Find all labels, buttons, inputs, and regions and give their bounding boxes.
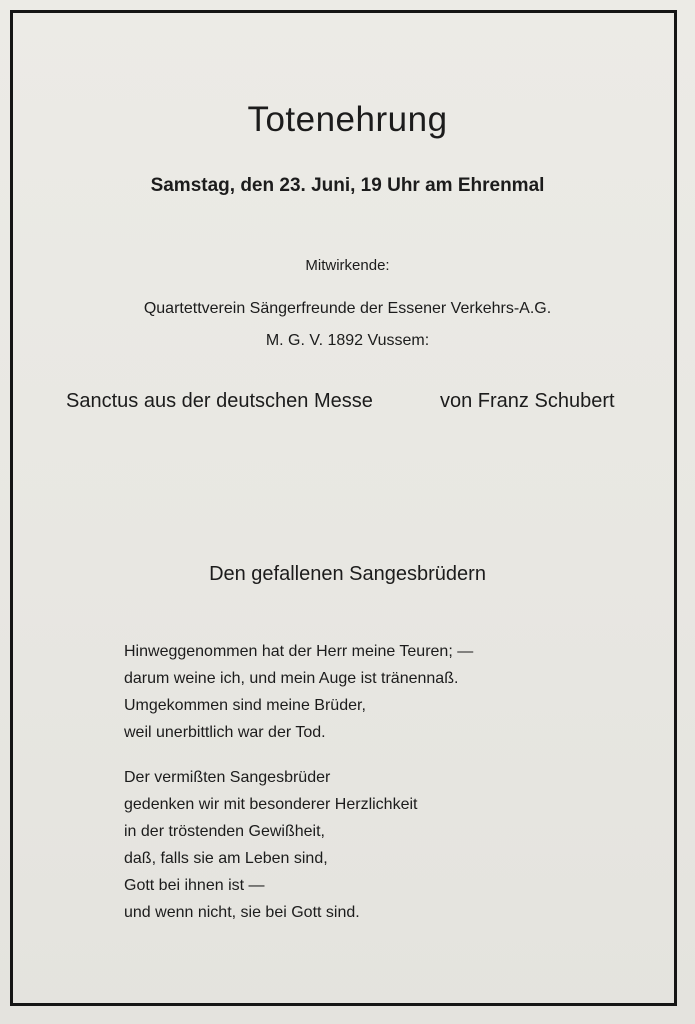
poem-line: gedenken wir mit besonderer Herzlichkeit xyxy=(124,796,418,813)
program-piece: Sanctus aus der deutschen Messe xyxy=(66,390,373,412)
poem-line: und wenn nicht, sie bei Gott sind. xyxy=(124,904,360,921)
poem xyxy=(124,638,473,926)
poem-stanza xyxy=(124,638,473,746)
poem-line: in der tröstenden Gewißheit, xyxy=(124,823,325,840)
poem-line: Hinweggenommen hat der Herr meine Teuren; — xyxy=(124,643,474,660)
participants-label: Mitwirkende: xyxy=(305,257,390,274)
event-date-line: Samstag, den 23. Juni, 19 Uhr am Ehrenmal xyxy=(150,175,545,196)
program-composer: von Franz Schubert xyxy=(440,390,615,412)
participant-line: Quartettverein Sängerfreunde der Essener Verkehrs-A.G. xyxy=(143,300,552,317)
poem-line: weil unerbittlich war der Tod. xyxy=(124,724,326,741)
poem-line: Umgekommen sind meine Brüder, xyxy=(124,697,366,714)
poem-line: Gott bei ihnen ist — xyxy=(124,877,265,894)
poem-line: Der vermißten Sangesbrüder xyxy=(124,769,331,786)
poem-stanza xyxy=(124,764,473,926)
poem-line: darum weine ich, und mein Auge ist tränennaß. xyxy=(124,670,459,687)
page-title: Totenehrung xyxy=(247,100,448,139)
dedication-heading: Den gefallenen Sangesbrüdern xyxy=(209,563,486,585)
participant-line: M. G. V. 1892 Vussem: xyxy=(265,332,430,349)
poem-line: daß, falls sie am Leben sind, xyxy=(124,850,328,867)
